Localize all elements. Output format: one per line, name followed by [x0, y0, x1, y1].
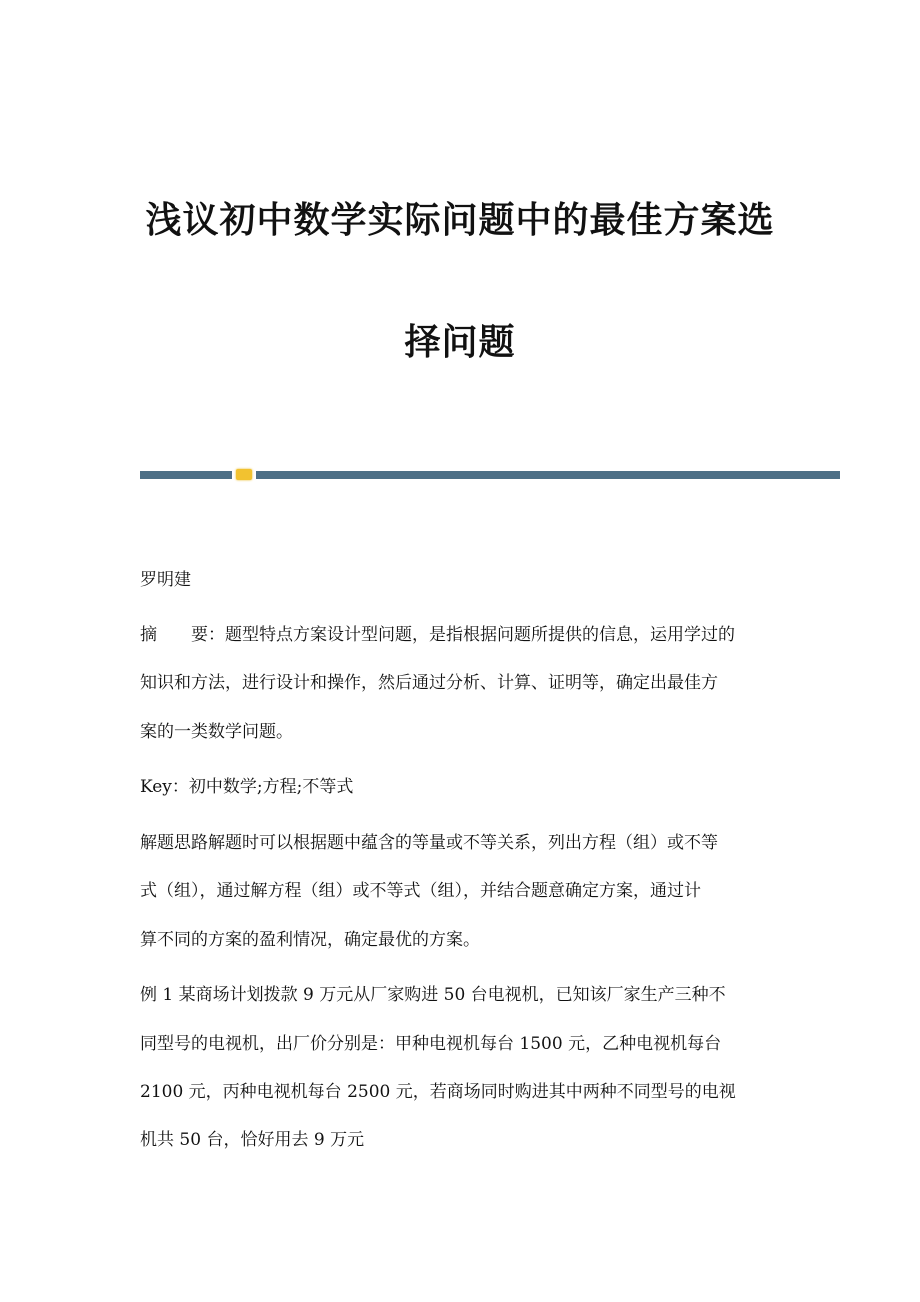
- example-line: 2100 元，丙种电视机每台 2500 元，若商场同时购进其中两种不同型号的电视: [140, 1082, 736, 1102]
- example-line: 机共 50 台，恰好用去 9 万元: [140, 1130, 365, 1150]
- abstract-line: 案的一类数学问题。: [140, 722, 293, 742]
- example-line: 同型号的电视机，出厂价分别是：甲种电视机每台 1500 元，乙种电视机每台: [140, 1034, 722, 1054]
- paragraph-line: 算不同的方案的盈利情况，确定最优的方案。: [140, 930, 480, 950]
- author: 罗明建: [140, 570, 191, 590]
- example-line: 例 1 某商场计划拨款 9 万元从厂家购进 50 台电视机，已知该厂家生产三种不: [140, 985, 726, 1005]
- paragraph-line: 解题思路解题时可以根据题中蕴含的等量或不等关系，列出方程（组）或不等: [140, 833, 718, 853]
- abstract-line: 知识和方法，进行设计和操作，然后通过分析、计算、证明等，确定出最佳方: [140, 673, 718, 693]
- keywords: Key：初中数学;方程;不等式: [140, 777, 354, 797]
- abstract-line: 摘 要：题型特点方案设计型问题，是指根据问题所提供的信息，运用学过的: [140, 625, 735, 645]
- document-title-line-2: 择问题: [404, 321, 516, 363]
- divider-left: [140, 471, 232, 479]
- envelope-icon: [236, 469, 252, 480]
- divider-right: [256, 471, 840, 479]
- document-title-line-1: 浅议初中数学实际问题中的最佳方案选: [145, 199, 775, 241]
- paragraph-line: 式（组），通过解方程（组）或不等式（组），并结合题意确定方案，通过计: [140, 881, 701, 901]
